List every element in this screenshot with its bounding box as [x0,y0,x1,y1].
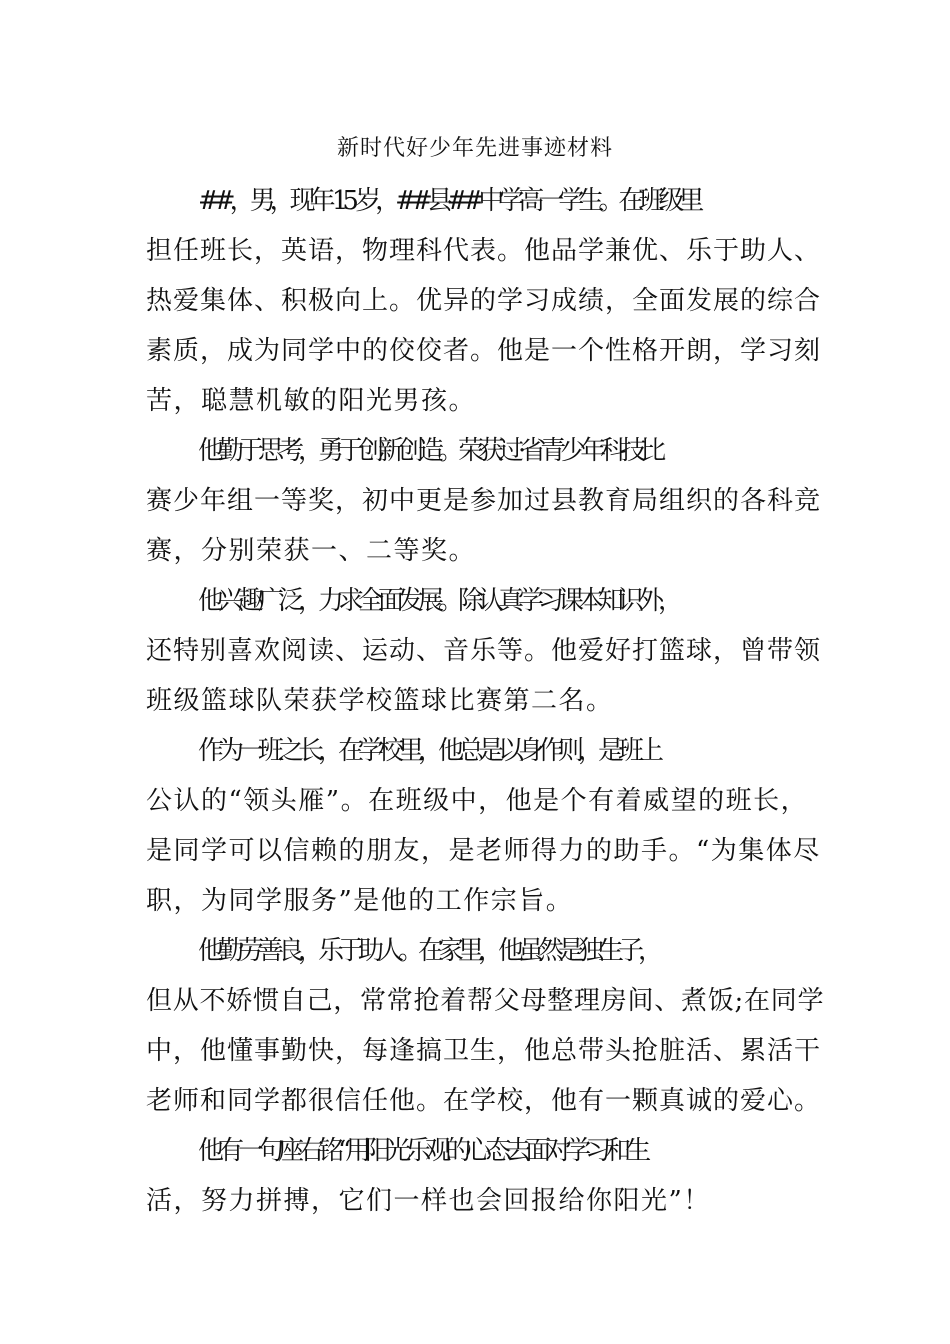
paragraph-6-line-2: 活，努力拼搏，它们一样也会回报给你阳光”！ [146,1186,711,1216]
paragraph-1-line-1: ##，男，现年 15 岁，##县##中学高一学生。在班级里 [198,186,699,216]
paragraph-2-line-2: 赛少年组一等奖，初中更是参加过县教育局组织的各科竞 [146,486,822,516]
paragraph-4-line-3: 是同学可以信赖的朋友，是老师得力的助手。“为集体尽 [146,836,821,866]
paragraph-1-line-2: 担任班长，英语，物理科代表。他品学兼优、乐于助人、 [146,236,822,266]
paragraph-3-line-2: 还特别喜欢阅读、运动、音乐等。他爱好打篮球，曾带领 [146,636,822,666]
paragraph-1-line-3: 热爱集体、积极向上。优异的学习成绩，全面发展的综合 [146,286,822,316]
paragraph-4-line-2: 公认的“领头雁”。在班级中，他是个有着威望的班长， [146,786,809,816]
paragraph-5-line-1: 他勤劳善良，乐于助人。在家里，他虽然是独生子， [198,936,659,966]
paragraph-1-line-4: 素质，成为同学中的佼佼者。他是一个性格开朗，学习刻 [146,336,822,366]
paragraph-1-line-5: 苦，聪慧机敏的阳光男孩。 [146,386,477,416]
paragraph-2-line-3: 赛，分别荣获一、二等奖。 [146,536,477,566]
paragraph-3-line-3: 班级篮球队荣获学校篮球比赛第二名。 [146,686,614,716]
document-title: 新时代好少年先进事迹材料 [336,136,613,161]
paragraph-6-line-1: 他有一句座右铭“用阳光乐观的心态去面对学习和生 [198,1136,646,1166]
paragraph-5-line-2: 但从不娇惯自己，常常抢着帮父母整理房间、煮饭;在同学 [146,986,825,1016]
paragraph-3-line-1: 他兴趣广泛，力求全面发展。除认真学习课本知识外， [198,586,679,616]
paragraph-5-line-3: 中，他懂事勤快，每逢搞卫生，他总带头抢脏活、累活干 [146,1036,822,1066]
paragraph-4-line-1: 作为一班之长，在学校里，他总是以身作则，是班上 [198,736,659,766]
paragraph-4-line-4: 职，为同学服务”是他的工作宗旨。 [146,886,574,916]
paragraph-2-line-1: 他勤于思考，勇于创新创造。荣获过·省青少年科技比 [198,436,661,466]
paragraph-5-line-4: 老师和同学都很信任他。在学校，他有一颗真诚的爱心。 [146,1086,822,1116]
